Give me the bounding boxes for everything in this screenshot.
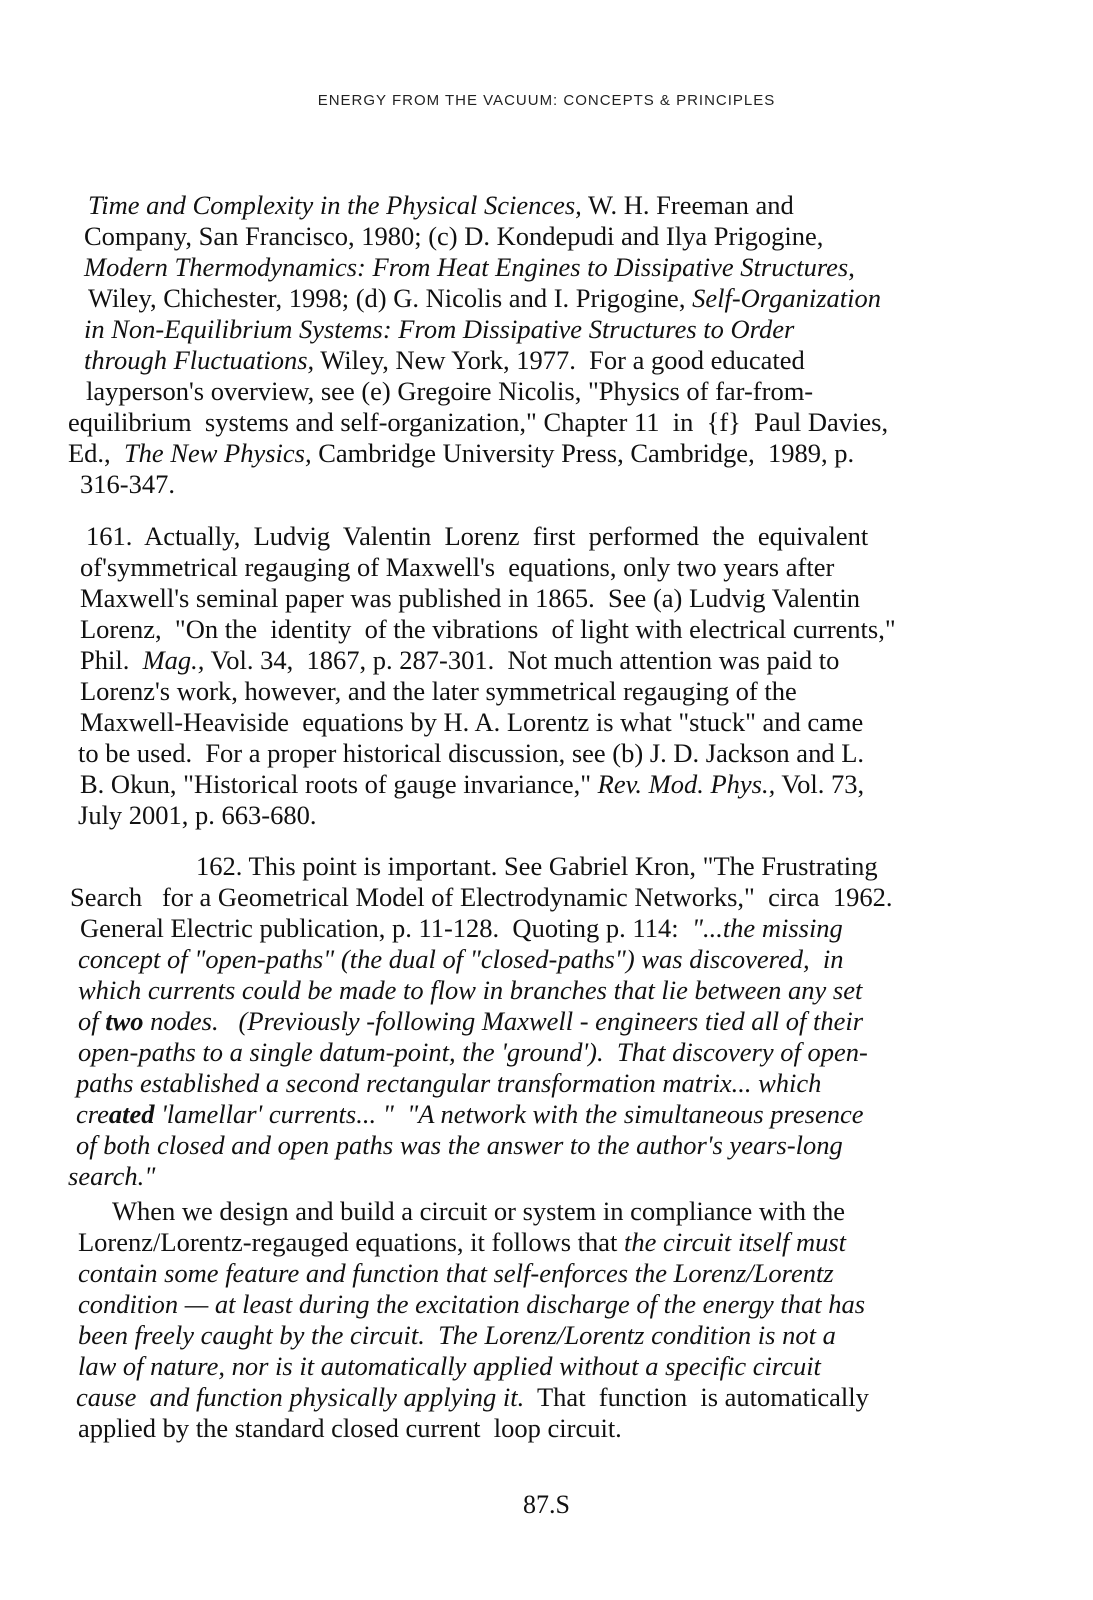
- text-line: [86, 376, 813, 407]
- italic-text: been freely caught by the circuit. The Lorenz/Lorentz condition is not a: [78, 1320, 836, 1350]
- text-line: [112, 1196, 845, 1227]
- italic-text: law of nature, nor is it automatically applied without a specific circuit: [78, 1351, 821, 1381]
- text-line: [80, 469, 175, 500]
- text-line: [76, 1099, 864, 1130]
- text-span: W. H. Freeman and: [581, 190, 794, 220]
- text-line: [80, 707, 863, 738]
- text-span: Wiley, New York, 1977. For a good educated: [314, 345, 805, 375]
- italic-text: the circuit itself must: [624, 1227, 847, 1257]
- text-line: [196, 851, 878, 882]
- text-line: [80, 614, 896, 645]
- italic-text: contain some feature and function that self-enforces the Lorenz/Lorentz: [78, 1258, 834, 1288]
- text-span: Ed.,: [68, 438, 124, 468]
- italic-text: two: [105, 1006, 144, 1036]
- text-line: [78, 944, 844, 975]
- italic-text: through Fluctuations,: [84, 345, 315, 375]
- text-line: [80, 676, 797, 707]
- text-line: [84, 252, 855, 283]
- text-line: [70, 882, 892, 913]
- text-line: [80, 913, 843, 944]
- text-line: [84, 345, 805, 376]
- text-line: [84, 221, 823, 252]
- text-span: applied by the standard closed current loop circuit.: [78, 1413, 622, 1443]
- italic-text: "...the missing: [691, 913, 843, 943]
- text-line: [78, 1258, 834, 1289]
- text-line: [86, 521, 868, 552]
- text-span: Phil.: [80, 645, 143, 675]
- text-span: Vol. 73,: [775, 769, 865, 799]
- text-line: [78, 1006, 863, 1037]
- text-line: [78, 738, 864, 769]
- italic-text: of: [78, 1006, 106, 1036]
- italic-text: condition — at least during the excitation discharge of the energy that has: [78, 1289, 866, 1319]
- text-span: When we design and build a circuit or system in compliance with the: [112, 1196, 845, 1226]
- text-line: [68, 1161, 155, 1192]
- italic-text: 'lamellar' currents... " "A network with the simultaneous presence: [154, 1099, 864, 1129]
- italic-text: The New Physics,: [123, 438, 312, 468]
- italic-text: of both closed and open paths was the answer to the author's years-long: [76, 1130, 843, 1160]
- text-span: Cambridge University Press, Cambridge, 1989, p.: [311, 438, 855, 468]
- text-span: ,: [848, 252, 855, 282]
- text-line: [76, 1130, 843, 1161]
- text-span: 316-347.: [80, 469, 175, 499]
- italic-text: Time and Complexity in the Physical Sciences,: [88, 190, 582, 220]
- text-line: [88, 190, 794, 221]
- italic-text: ated: [108, 1099, 155, 1129]
- text-line: [76, 1068, 821, 1099]
- text-line: [78, 1320, 836, 1351]
- text-span: July 2001, p. 663-680.: [78, 800, 317, 830]
- text-line: [80, 552, 834, 583]
- text-line: [78, 1351, 821, 1382]
- italic-text: open-paths to a single datum-point, the 'ground'). That discovery of open-: [78, 1037, 868, 1067]
- italic-text: nodes. (Previously -following Maxwell - engineers tied all of their: [143, 1006, 864, 1036]
- text-span: Lorenz/Lorentz-regauged equations, it follows that: [78, 1227, 625, 1257]
- text-line: [68, 438, 854, 469]
- text-line: [78, 1289, 865, 1320]
- text-span: Company, San Francisco, 1980; (c) D. Kondepudi and Ilya Prigogine,: [84, 221, 824, 251]
- text-span: B. Okun, "Historical roots of gauge invariance,": [80, 769, 598, 799]
- text-span: Maxwell's seminal paper was published in 1865. See (a) Ludvig Valentin: [80, 583, 860, 613]
- text-span: 162. This point is important. See Gabriel Kron, "The Frustrating: [196, 851, 878, 881]
- italic-text: Modern Thermodynamics: From Heat Engines to Dissipative Structures: [84, 252, 849, 282]
- text-line: [80, 645, 839, 676]
- text-span: Vol. 34, 1867, p. 287-301. Not much attention was paid to: [204, 645, 840, 675]
- italic-text: in Non-Equilibrium Systems: From Dissipative Structures to Order: [84, 314, 795, 344]
- text-span: Lorenz's work, however, and the later symmetrical regauging of the: [80, 676, 797, 706]
- text-span: Wiley, Chichester, 1998; (d) G. Nicolis and I. Prigogine,: [88, 283, 693, 313]
- text-line: [76, 1382, 869, 1413]
- text-line: [88, 283, 881, 314]
- text-line: [78, 975, 862, 1006]
- text-line: [78, 800, 317, 831]
- text-line: [78, 1037, 868, 1068]
- text-span: That function is automatically: [524, 1382, 869, 1412]
- text-span: equilibrium systems and self-organization," Chapter 11 in {f} Paul Davies,: [68, 407, 889, 437]
- text-line: [78, 1413, 622, 1444]
- italic-text: cause and function physically applying it.: [76, 1382, 525, 1412]
- text-line: [68, 407, 888, 438]
- text-span: General Electric publication, p. 11-128. Quoting p. 114:: [80, 913, 692, 943]
- text-span: 161. Actually, Ludvig Valentin Lorenz first performed the equivalent: [86, 521, 869, 551]
- italic-text: Mag.,: [142, 645, 205, 675]
- italic-text: paths established a second rectangular transformation matrix... which: [76, 1068, 822, 1098]
- page-number: 87.S: [523, 1490, 570, 1519]
- text-span: Maxwell-Heaviside equations by H. A. Lorentz is what "stuck" and came: [80, 707, 864, 737]
- italic-text: Self-Organization: [692, 283, 882, 313]
- text-line: [78, 1227, 846, 1258]
- text-span: of'symmetrical regauging of Maxwell's equations, only two years after: [80, 552, 835, 582]
- text-line: [84, 314, 794, 345]
- running-header: ENERGY FROM THE VACUUM: CONCEPTS & PRINCIPLES: [317, 92, 776, 109]
- text-span: to be used. For a proper historical discussion, see (b) J. D. Jackson and L.: [78, 738, 865, 768]
- italic-text: Rev. Mod. Phys.,: [597, 769, 776, 799]
- italic-text: which currents could be made to flow in branches that lie between any set: [78, 975, 863, 1005]
- text-span: Lorenz, "On the identity of the vibrations of light with electrical currents,": [80, 614, 896, 644]
- italic-text: concept of "open-paths" (the dual of "closed-paths") was discovered, in: [78, 944, 844, 974]
- italic-text: cre: [76, 1099, 109, 1129]
- text-span: layperson's overview, see (e) Gregoire Nicolis, "Physics of far-from-: [86, 376, 814, 406]
- text-line: [80, 583, 860, 614]
- italic-text: search.": [68, 1161, 156, 1191]
- text-span: Search for a Geometrical Model of Electrodynamic Networks," circa 1962.: [70, 882, 893, 912]
- text-line: [80, 769, 864, 800]
